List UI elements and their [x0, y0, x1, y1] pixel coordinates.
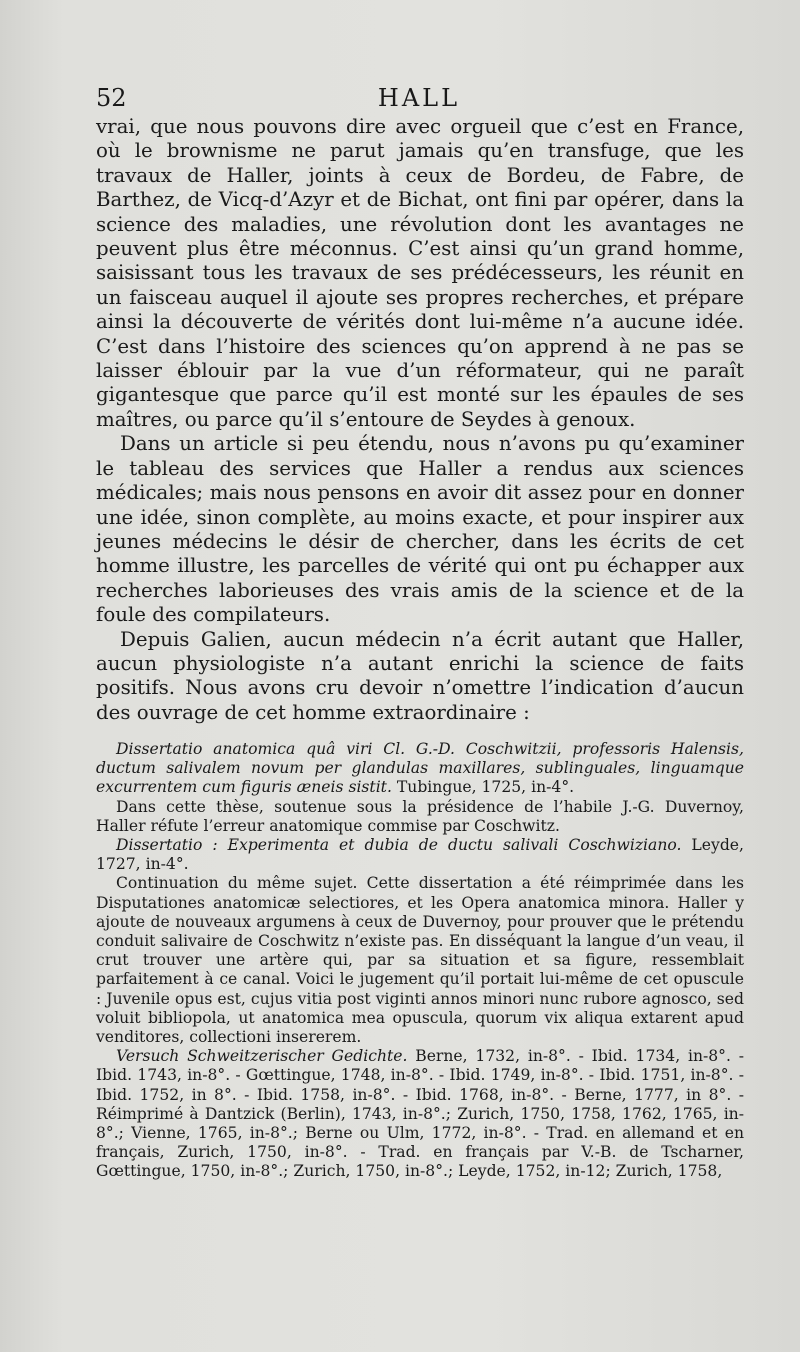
bib-entry-2-details: Leyde, 1727, in-4°. — [96, 836, 744, 874]
bib-entry-1 — [96, 740, 744, 798]
bib-note-1-text: Dans cette thèse, soutenue sous la présidence de l’habile J.-G. Duvernoy, Haller réfute l’erreur anatomique commise par Coschwitz. — [96, 797, 744, 835]
bib-entry-2-title: Dissertatio : Experimenta et dubia de ductu salivali Coschwiziano. — [116, 836, 682, 855]
bib-entry-1-details: Tubingue, 1725, in-4°. — [391, 778, 575, 797]
paragraph-1: vrai, que nous pouvons dire avec orgueil que c’est en France, où le brownisme ne parut jamais qu’en transfuge, que les travaux de Haller, joints à ceux de Bordeu, de Fabre, de Barthez, de Vicq-d’Azyr et de Bichat, ont fini par opérer, dans la science des maladies, une révolution dont les avantages ne peuvent plus être méconnus. C’est ainsi qu’un grand homme, saisissant tous les travaux de ses prédécesseurs, les réunit en un faisceau auquel il ajoute ses propres recherches, et prépare ainsi la découverte de vérités dont lui-même n’a aucune idée. C’est dans l’histoire des sciences qu’on apprend à ne pas se laisser éblouir par la vue d’un réformateur, qui ne paraît gigantesque que parce qu’il est monté sur les épaules de ses maîtres, ou parce qu’il s’entoure de Seydes à genoux. — [96, 115, 744, 431]
page-header — [96, 84, 742, 114]
bibliography — [96, 740, 744, 1182]
bib-entry-1-title: Dissertatio anatomica quâ viri Cl. G.-D. Coschwitzii, professoris Halensis, ductum salivalem novum per glandulas maxillares, sublinguales, linguamque excurrentem cum figuris æneis sistit. — [96, 740, 744, 797]
bib-note-2-text: Continuation du même sujet. Cette dissertation a été réimprimée dans les Disputationes anatomicæ selectiores, et les Opera anatomica minora. Haller y ajoute de nouveaux argumens à ceux de Duvernoy, pour prouver que le prétendu conduit salivaire de Coschwitz n’existe pas. En disséquant la langue d’un veau, il crut trouver une artère qui, par sa situation et sa figure, ressemblait parfaitement à ce canal. Voici le jugement qu’il portait lui-même de cet opuscule : Juvenile opus est, cujus vitia post viginti annos minori nunc rubore agnosco, sed voluit bibliopola, ut anatomica mea opuscula, quorum vix aliqua extarent apud venditores, collectioni insererem. — [96, 874, 744, 1047]
bib-entry-3 — [96, 1047, 744, 1181]
bib-entry-3-title: Versuch Schweitzerischer Gedichte. — [116, 1047, 408, 1066]
paragraph-2: Dans un article si peu étendu, nous n’avons pu qu’examiner le tableau des services que Haller a rendus aux sciences médicales; mais nous pensons en avoir dit assez pour en donner une idée, sinon complète, au moins exacte, et pour inspirer aux jeunes médecins le désir de chercher, dans les écrits de cet homme illustre, les parcelles de vérité qui ont pu échapper aux recherches laborieuses des vrais amis de la science et de la foule des compilateurs. — [96, 432, 744, 627]
bib-note-2 — [96, 874, 744, 1047]
bib-entry-2 — [96, 836, 744, 874]
bib-entry-3-details: Berne, 1732, in-8°. - Ibid. 1734, in-8°. - Ibid. 1743, in-8°. - Gœttingue, 1748, in-8°. - Ibid. 1749, in-8°. - Ibid. 1751, in-8°. - Ibid. 1752, in 8°. - Ibid. 1758, in-8°. - Ibid. 1768, in-8°. - Berne, 1777, in 8°. - Réimprimé à Dantzick (Berlin), 1743, in-8°.; Zurich, 1750, 1758, 1762, 1765, in-8°.; Vienne, 1765, in-8°.; Berne ou Ulm, 1772, in-8°. - Trad. en allemand et en français, Zurich, 1750, in-8°. - Trad. en français par V.-B. de Tscharner, Gœttingue, 1750, in-8°.; Zurich, 1750, in-8°.; Leyde, 1752, in-12; Zurich, 1758, — [96, 1047, 744, 1181]
paragraph-3: Depuis Galien, aucun médecin n’a écrit autant que Haller, aucun physiologiste n’a autant enrichi la science de faits positifs. Nous avons cru devoir n’omettre l’indication d’aucun des ouvrage de cet homme extraordinaire : — [96, 627, 744, 724]
running-head: HALL — [377, 84, 461, 112]
page-number: 52 — [96, 84, 127, 112]
main-text — [96, 115, 744, 725]
bib-note-1 — [96, 798, 744, 836]
